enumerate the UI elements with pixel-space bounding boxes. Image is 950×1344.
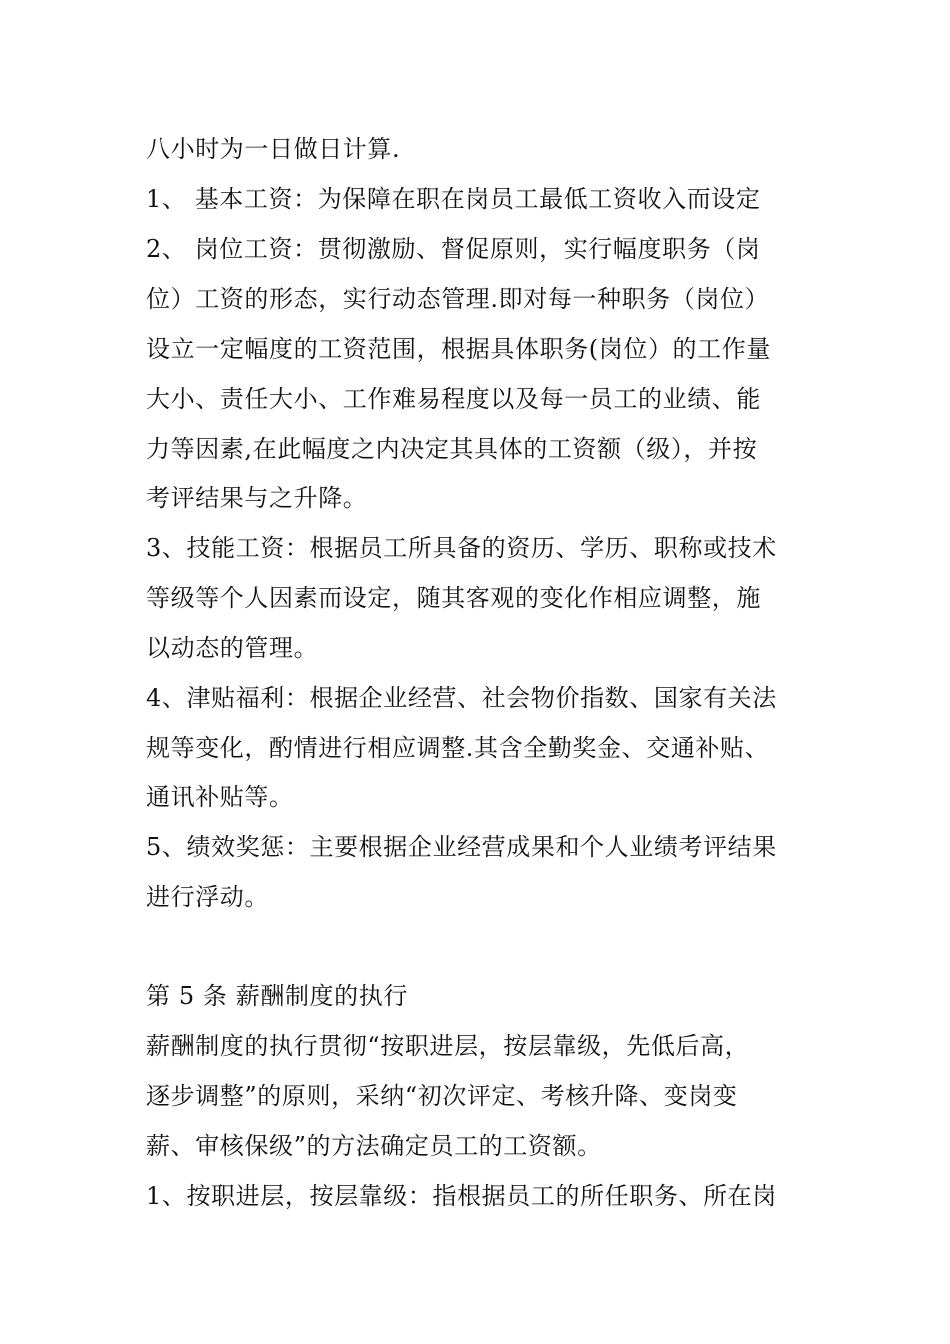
text-line: 通讯补贴等。 [146, 783, 294, 811]
text-line: 位）工资的形态，实行动态管理.即对每一种职务（岗位） [146, 285, 770, 313]
text-line: 规等变化，酌情进行相应调整.其含全勤奖金、交通补贴、 [146, 734, 770, 762]
text-line: 薪酬制度的执行贯彻“按职进层，按层靠级，先低后高， [146, 1032, 750, 1060]
list-item-position-level: 1、按职进层，按层靠级：指根据员工的所任职务、所在岗 [146, 1182, 777, 1210]
text-line: 进行浮动。 [146, 883, 269, 911]
section-heading: 第 5 条 薪酬制度的执行 [146, 982, 408, 1010]
list-item-position-salary: 2、 岗位工资：贯彻激励、督促原则，实行幅度职务（岗 [146, 235, 761, 263]
text-line: 八小时为一日做日计算. [146, 135, 401, 163]
list-item-skill-salary: 3、技能工资：根据员工所具备的资历、学历、职称或技术 [146, 534, 777, 562]
text-line: 设立一定幅度的工资范围，根据具体职务(岗位）的工作量 [146, 335, 771, 363]
list-item-allowance: 4、津贴福利：根据企业经营、社会物价指数、国家有关法 [146, 684, 777, 712]
text-line: 以动态的管理。 [146, 634, 319, 662]
text-line: 力等因素,在此幅度之内决定其具体的工资额（级），并按 [146, 435, 758, 463]
list-item-performance: 5、绩效奖惩：主要根据企业经营成果和个人业绩考评结果 [146, 833, 777, 861]
text-line: 考评结果与之升降。 [146, 484, 368, 512]
text-line: 薪、审核保级”的方法确定员工的工资额。 [146, 1132, 602, 1160]
text-line: 大小、责任大小、工作难易程度以及每一员工的业绩、能 [146, 385, 761, 413]
text-line: 等级等个人因素而设定，随其客观的变化作相应调整，施 [146, 584, 761, 612]
list-item-basic-salary: 1、 基本工资：为保障在职在岗员工最低工资收入而设定 [146, 185, 761, 213]
text-line: 逐步调整”的原则，采纳“初次评定、考核升降、变岗变 [146, 1082, 738, 1110]
